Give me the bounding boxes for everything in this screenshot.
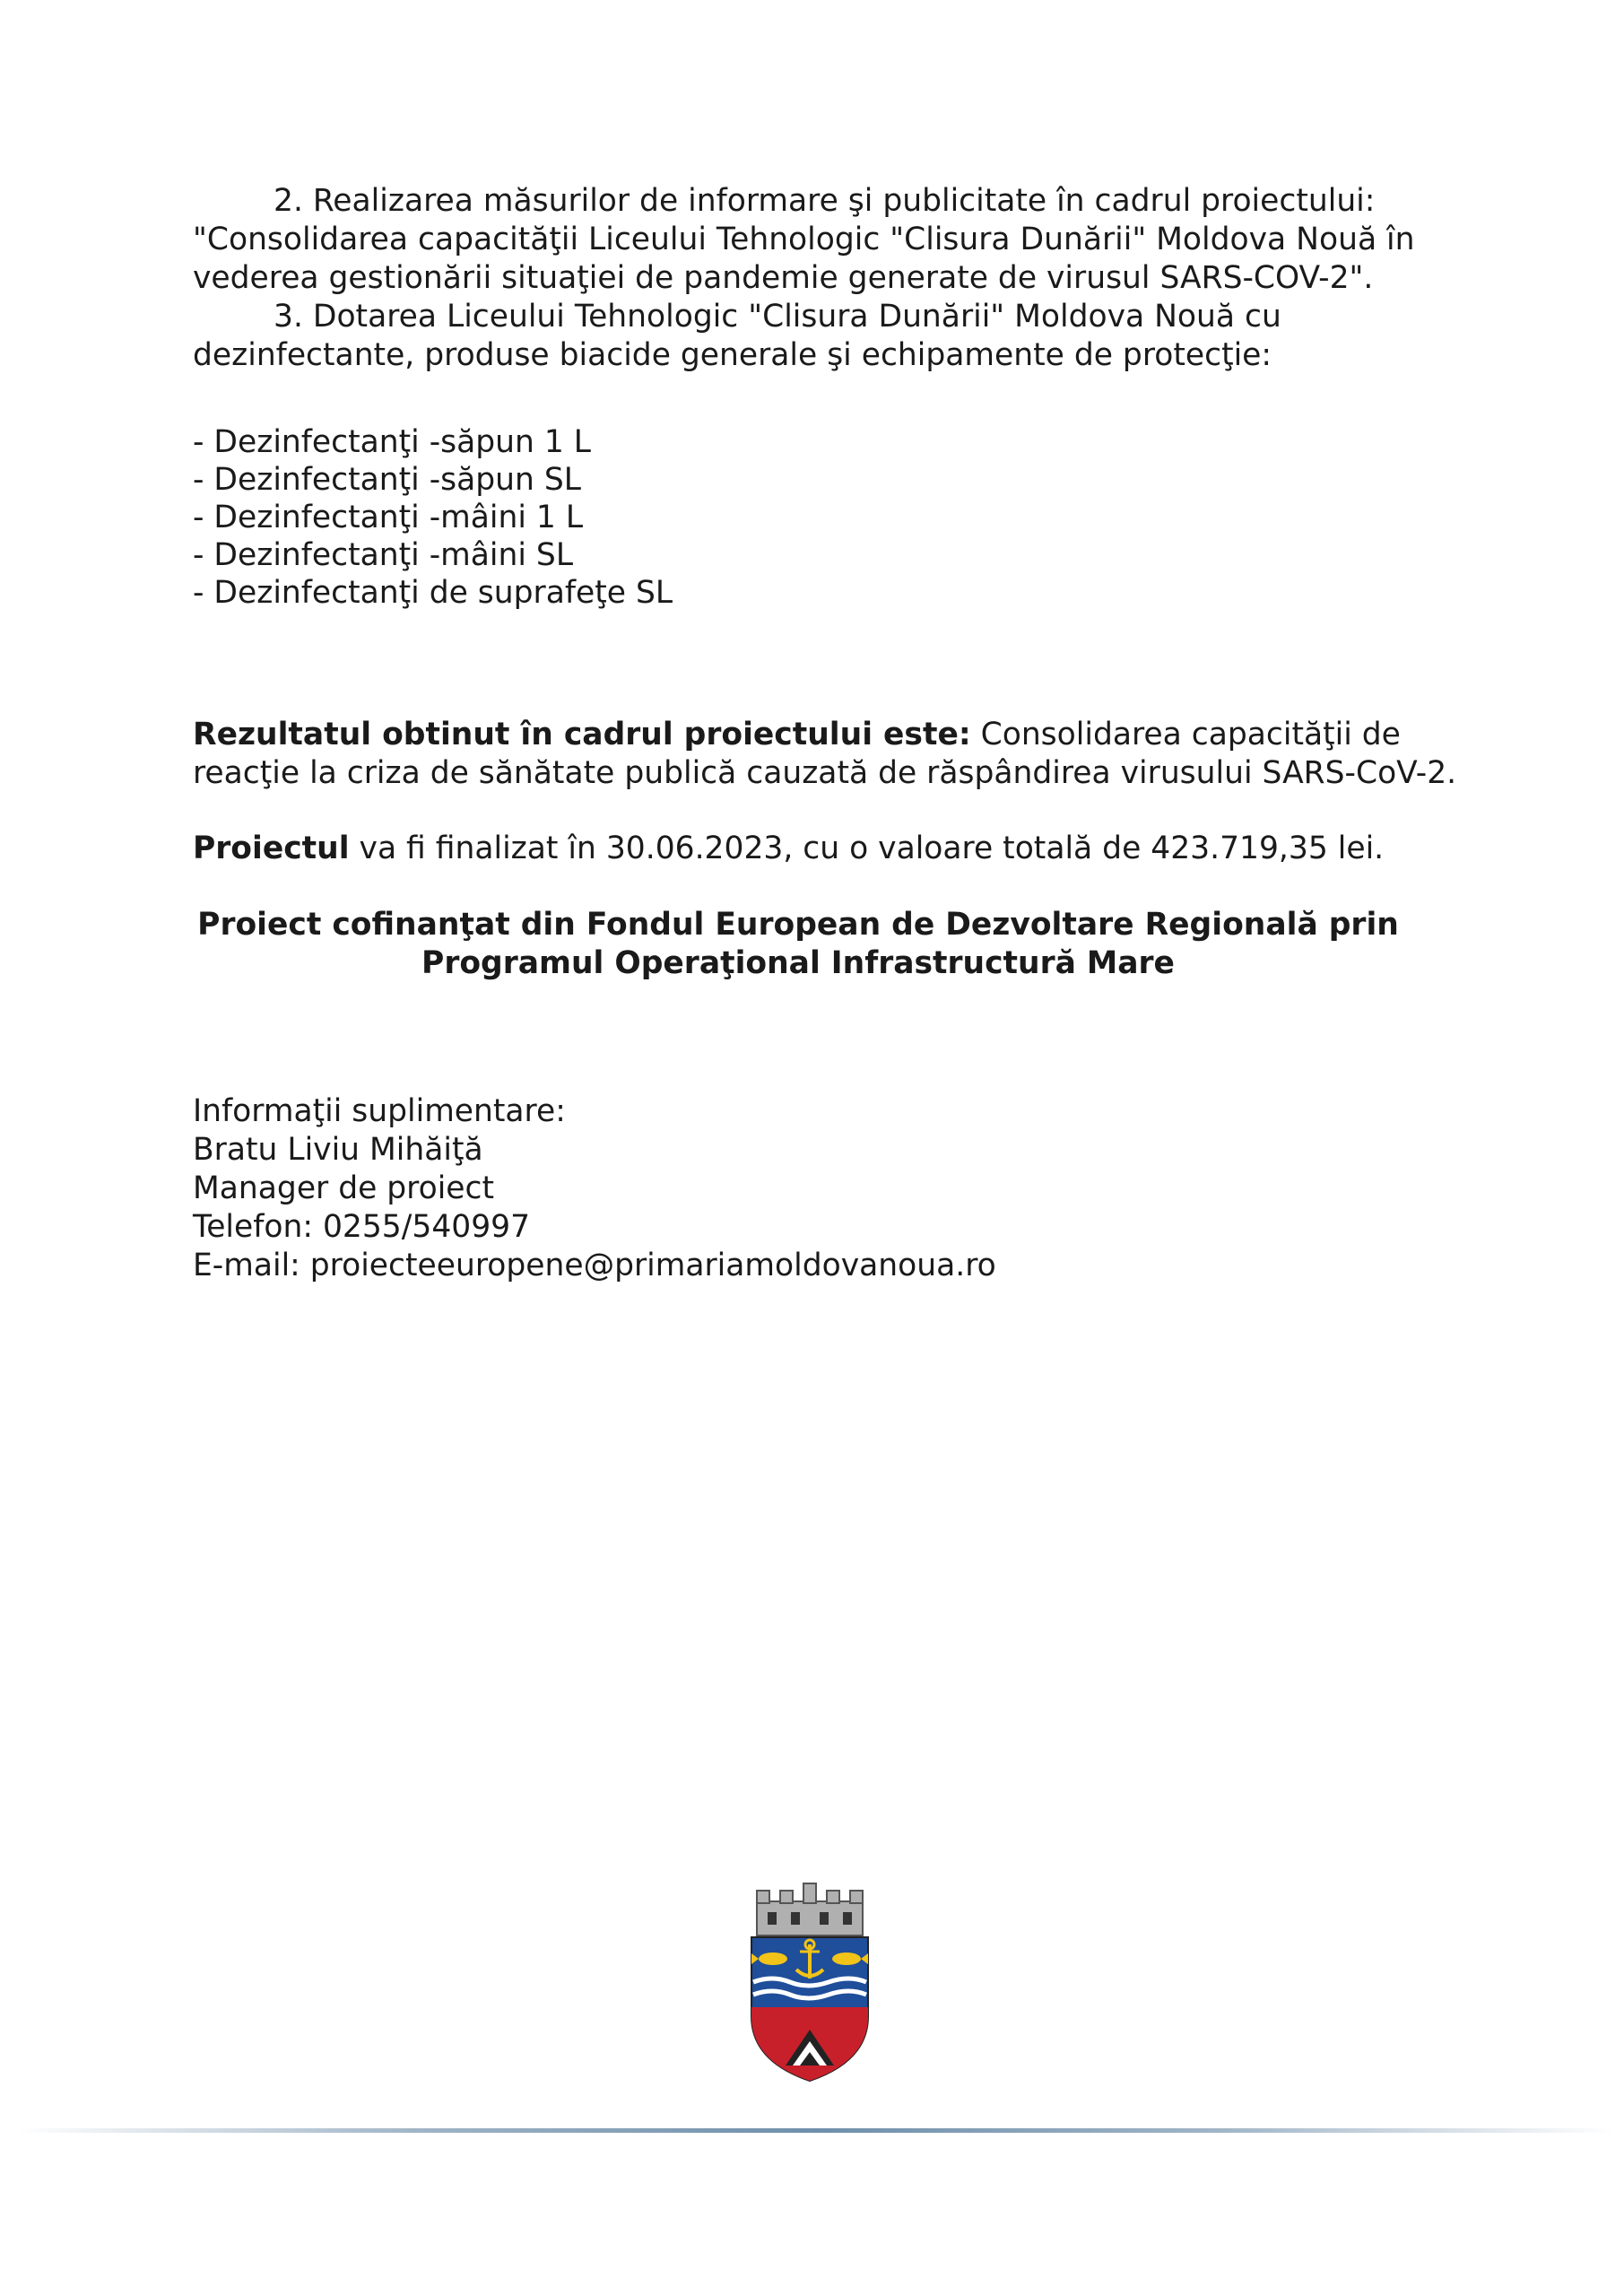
measure-point-3: 3. Dotarea Liceului Tehnologic "Clisura Dunării" Moldova Nouă cu dezinfectante, produse biacide generale şi echipamente de protecţie: — [193, 299, 1281, 373]
finalize-label: Proiectul — [193, 831, 350, 866]
result-paragraph — [193, 716, 1466, 793]
coat-of-arms-icon — [741, 1882, 879, 2083]
result-label: Rezultatul obtinut în cadrul proiectului este: — [193, 717, 971, 752]
contact-role: Manager de proiect — [193, 1170, 495, 1206]
footer-divider — [18, 2128, 1614, 2133]
finalize-paragraph — [193, 830, 1466, 868]
cofinance-statement: Proiect cofinanţat din Fondul European de Dezvoltare Regională prin Programul Operaţional Infrastructură Mare — [197, 907, 1399, 981]
list-item: - Dezinfectanţi -mâini SL — [193, 537, 574, 573]
list-item: - Dezinfectanţi -săpun SL — [193, 462, 582, 498]
list-item: - Dezinfectanţi de suprafeţe SL — [193, 575, 673, 611]
contact-heading: Informaţii suplimentare: — [193, 1093, 566, 1129]
measure-point-2: 2. Realizarea măsurilor de informare şi publicitate în cadrul proiectului: "Consolidarea capacităţii Liceului Tehnologic "Clisura Dunării" Moldova Nouă în vederea gestionării situaţiei de pandemie generate de virusul SARS-COV-2". — [193, 183, 1415, 296]
list-item: - Dezinfectanţi -săpun 1 L — [193, 424, 592, 460]
contact-phone: Telefon: 0255/540997 — [193, 1209, 531, 1245]
disinfectant-list — [193, 423, 673, 612]
list-item: - Dezinfectanţi -mâini 1 L — [193, 500, 584, 535]
contact-name: Bratu Liviu Mihăiţă — [193, 1132, 483, 1168]
finalize-text: va fi finalizat în 30.06.2023, cu o valoare totală de 423.719,35 lei. — [349, 831, 1385, 866]
crown-towers — [757, 1883, 863, 1935]
shield — [751, 1937, 868, 2081]
result-text: Consolidarea capacităţii de reacţie la criza de sănătate publică cauzată de răspândirea virusului SARS-CoV-2. — [193, 717, 1457, 791]
project-measures — [193, 182, 1466, 375]
contact-email: E-mail: proiecteeuropene@primariamoldovanoua.ro — [193, 1248, 996, 1283]
contact-block — [193, 1092, 1466, 1285]
